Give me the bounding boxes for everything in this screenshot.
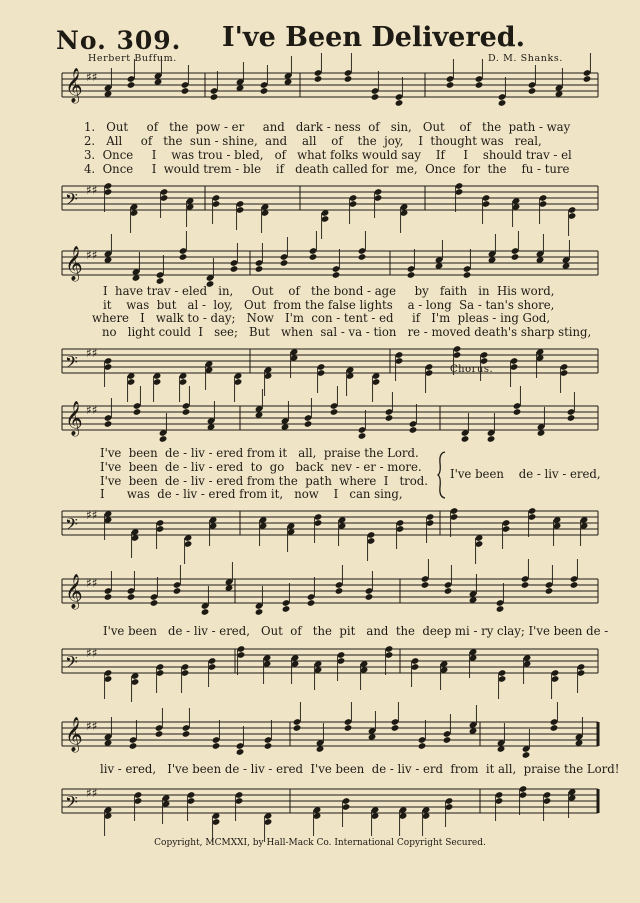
note-head: [570, 581, 579, 589]
treble-clef-icon: 𝄞: [65, 574, 83, 609]
hymn-number: No. 309.: [56, 26, 182, 55]
note-head: [358, 253, 367, 261]
bass-clef-icon: 𝄢: [65, 352, 78, 376]
bass-clef-icon: 𝄢: [65, 514, 78, 538]
treble-staff: [0, 716, 640, 766]
note-head: [255, 265, 264, 273]
note-head: [282, 605, 291, 613]
note-head: [475, 81, 484, 89]
lyric-line: I've been de - liv - ered from the path where I trod.: [100, 474, 428, 488]
note-head: [395, 99, 404, 107]
note-head: [550, 724, 559, 732]
note-head: [280, 259, 289, 267]
note-head: [358, 432, 367, 440]
sharp-icon: ♯♯: [86, 183, 98, 197]
note-head: [293, 724, 302, 732]
note-head: [487, 435, 496, 443]
treble-staff: [0, 400, 640, 450]
note-head: [212, 742, 221, 750]
note-head: [236, 748, 245, 756]
note-head: [365, 593, 374, 601]
note-head: [409, 426, 418, 434]
sharp-icon: ♯♯: [86, 403, 98, 417]
note-head: [498, 99, 507, 107]
lyric-line: 2. All of the sun - shine, and all of the joy, I thought was real,: [84, 134, 542, 148]
note-head: [545, 587, 554, 595]
copyright-notice: Copyright, MCMXXI, by Hall-Mack Co. International Copyright Secured.: [154, 838, 486, 848]
lyric-line: I've been de - liv - ered, Out of the pit and the deep mi - ry clay; I've been de -: [103, 624, 609, 638]
chorus-brace: [437, 451, 447, 499]
music-credit: D. M. Shanks.: [488, 53, 563, 64]
note-head: [496, 605, 505, 613]
lyric-line: where I walk to - day; Now I'm con - tent - ed if I'm pleas - ing God,: [92, 311, 551, 325]
note-head: [304, 420, 313, 428]
note-head: [264, 742, 273, 750]
note-head: [155, 730, 164, 738]
bass-clef-icon: 𝄢: [65, 189, 78, 213]
treble-clef-icon: 𝄞: [65, 717, 83, 752]
lyric-line: I've been de - liv - ered from it all, praise the Lord.: [100, 446, 419, 460]
note-head: [309, 253, 318, 261]
note-head: [182, 408, 191, 416]
note-head: [127, 593, 136, 601]
sharp-icon: ♯♯: [86, 508, 98, 522]
note-head: [150, 599, 159, 607]
lyric-line: liv - ered, I've been de - liv - ered I've been de - liv - erd from it all, praise the Lord!: [100, 762, 620, 776]
note-head: [421, 581, 430, 589]
note-head: [127, 81, 136, 89]
note-head: [182, 730, 191, 738]
bass-clef-icon: 𝄢: [65, 792, 78, 816]
lyric-line: I've been de - liv - ered to go back nev - er - more.: [100, 460, 422, 474]
note-head: [567, 414, 576, 422]
bass-staff: [0, 643, 640, 693]
note-head: [133, 408, 142, 416]
note-head: [443, 736, 452, 744]
lyric-line: it was but al - loy, Out from the false lights a - long Sa - tan's shore,: [103, 298, 555, 312]
note-head: [173, 587, 182, 595]
sharp-icon: ♯♯: [86, 248, 98, 262]
note-head: [332, 271, 341, 279]
note-head: [129, 742, 138, 750]
note-head: [513, 408, 522, 416]
hymn-title: I've Been Delivered.: [222, 22, 526, 53]
note-head: [418, 742, 427, 750]
treble-clef-icon: 𝄞: [65, 401, 83, 436]
note-head: [230, 265, 239, 273]
note-head: [407, 271, 416, 279]
treble-clef-icon: 𝄞: [65, 68, 83, 103]
chorus-side-text: I've been de - liv - ered,: [450, 467, 601, 481]
note-head: [335, 587, 344, 595]
sharp-icon: ♯♯: [86, 576, 98, 590]
chorus-label: Chorus.: [450, 364, 494, 375]
sharp-icon: ♯♯: [86, 346, 98, 360]
sharp-icon: ♯♯: [86, 70, 98, 84]
note-head: [461, 435, 470, 443]
treble-clef-icon: 𝄞: [65, 246, 83, 281]
note-head: [201, 608, 210, 616]
note-head: [255, 608, 264, 616]
note-head: [521, 581, 530, 589]
note-head: [314, 75, 323, 83]
note-head: [104, 420, 113, 428]
note-head: [522, 751, 531, 759]
note-head: [583, 75, 592, 83]
bass-staff: [0, 783, 640, 833]
bass-staff: [0, 343, 640, 393]
note-head: [260, 87, 269, 95]
note-head: [159, 435, 168, 443]
note-head: [344, 724, 353, 732]
note-head: [210, 93, 219, 101]
bass-staff: [0, 180, 640, 230]
sharp-icon: ♯♯: [86, 646, 98, 660]
note-head: [344, 75, 353, 83]
note-head: [463, 271, 472, 279]
note-head: [179, 253, 188, 261]
lyric-line: I have trav - eled in, Out of the bond - age by faith in His word,: [103, 284, 555, 298]
note-head: [307, 599, 316, 607]
words-credit: Herbert Buffum.: [88, 53, 177, 64]
note-head: [444, 587, 453, 595]
note-head: [528, 87, 537, 95]
note-head: [511, 253, 520, 261]
sharp-icon: ♯♯: [86, 786, 98, 800]
note-head: [104, 593, 113, 601]
bass-clef-icon: 𝄢: [65, 652, 78, 676]
treble-staff: [0, 573, 640, 623]
note-head: [181, 87, 190, 95]
note-head: [385, 414, 394, 422]
lyric-line: 3. Once I was trou - bled, of what folks would say If I should trav - el: [84, 148, 572, 162]
lyric-line: 1. Out of the pow - er and dark - ness of sin, Out of the path - way: [84, 120, 571, 134]
note-head: [330, 408, 339, 416]
lyric-line: I was de - liv - ered from it, now I can sing,: [100, 487, 403, 501]
note-head: [371, 93, 380, 101]
lyric-line: no light could I see; But when sal - va - tion re - moved death's sharp sting,: [102, 325, 592, 339]
lyric-line: 4. Once I would trem - ble if death called for me, Once for the fu - ture: [84, 162, 570, 176]
note-head: [446, 81, 455, 89]
sharp-icon: ♯♯: [86, 719, 98, 733]
bass-staff: [0, 505, 640, 555]
treble-staff: [0, 67, 640, 117]
note-head: [391, 724, 400, 732]
